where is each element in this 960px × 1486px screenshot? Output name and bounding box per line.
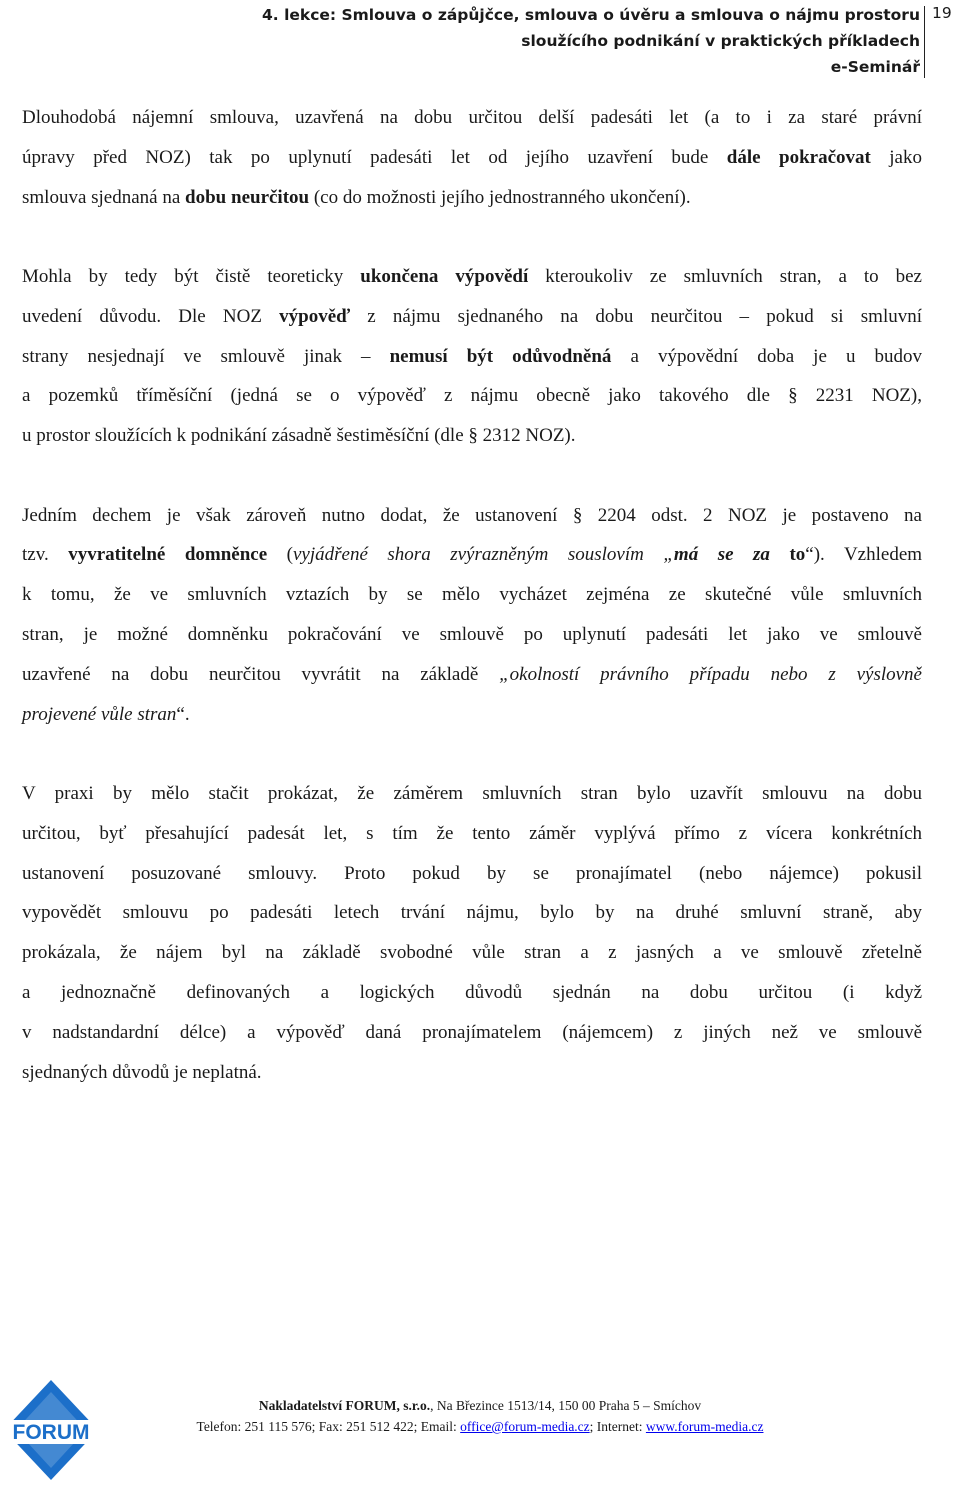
paragraph-3-line-5: uzavřené na dobu neurčitou vyvrátit na základě „okolností právního případu nebo z výslovně xyxy=(22,663,922,685)
paragraph-4-line-4: vypovědět smlouvu po padesáti letech trvání nájmu, bylo by na druhé smluvní straně, aby xyxy=(22,902,922,924)
paragraph-3-line-3: k tomu, že ve smluvních vztazích by se mělo vycházet zejména ze skutečné vůle smluvních xyxy=(22,584,922,606)
paragraph-2-line-4: a pozemků tříměsíční (jedná se o výpověď z nájmu obecně jako takového dle § 2231 NOZ), xyxy=(22,385,922,407)
paragraph-3-line-6: projevené vůle stran“. xyxy=(22,703,190,725)
paragraph-2-line-1: Mohla by tedy být čistě teoreticky ukončena výpovědí kteroukoliv ze smluvních stran, a to bez xyxy=(22,265,922,287)
paragraph-4-line-5: prokázala, že nájem byl na základě svobodné vůle stran a z jasných a ve smlouvě zřetelně xyxy=(22,942,922,964)
publisher-address: , Na Březince 1513/14, 150 00 Praha 5 – Smíchov xyxy=(430,1398,702,1413)
header-title-line-3: e-Seminář xyxy=(830,58,920,76)
paragraph-4-line-6: a jednoznačně definovaných a logických důvodů sjednán na dobu určitou (i když xyxy=(22,981,922,1003)
paragraph-4-line-7: v nadstandardní délce) a výpověď daná pronajímatelem (nájemcem) z jiných než ve smlouvě xyxy=(22,1021,922,1043)
paragraph-4-line-3: ustanovení posuzované smlouvy. Proto pokud by se pronajímatel (nebo nájemce) pokusil xyxy=(22,862,922,884)
paragraph-3-line-2: tzv. vyvratitelné domněnce (vyjádřené shora zvýrazněným souslovím „má se za to“). Vzhledem xyxy=(22,544,923,566)
header-divider xyxy=(924,6,925,78)
paragraph-2-line-5: u prostor sloužících k podnikání zásadně šestiměsíční (dle § 2312 NOZ). xyxy=(22,425,576,447)
footer xyxy=(150,1395,810,1437)
header-title-line-2: sloužícího podnikání v praktických příkladech xyxy=(521,32,920,50)
paragraph-2-line-2: uvedení důvodu. Dle NOZ výpověď z nájmu sjednaného na dobu neurčitou – pokud si smluvní xyxy=(22,305,922,327)
paragraph-2-line-3: strany nesjednají ve smlouvě jinak – nemusí být odůvodněná a výpovědní doba je u budov xyxy=(22,345,922,367)
logo-text: FORUM xyxy=(12,1421,90,1444)
paragraph-3-line-1: Jedním dechem je však zároveň nutno dodat, že ustanovení § 2204 odst. 2 NOZ je postaveno na xyxy=(22,504,922,526)
paragraph-4-line-1: V praxi by mělo stačit prokázat, že záměrem smluvních stran bylo uzavřít smlouvu na dobu xyxy=(22,782,922,804)
header-title-line-1: 4. lekce: Smlouva o zápůjčce, smlouva o úvěru a smlouva o nájmu prostoru xyxy=(262,6,920,24)
page-number: 19 xyxy=(932,4,952,22)
paragraph-1-line-2: úpravy před NOZ) tak po uplynutí padesáti let od jejího uzavření bude dále pokračovat jako xyxy=(22,146,922,168)
email-link[interactable]: office@forum-media.cz xyxy=(460,1419,590,1434)
running-header xyxy=(150,2,920,80)
publisher-name: Nakladatelství FORUM, s.r.o. xyxy=(258,1398,431,1413)
paragraph-4-line-8: sjednaných důvodů je neplatná. xyxy=(22,1061,262,1083)
paragraph-1-line-1: Dlouhodobá nájemní smlouva, uzavřená na dobu určitou delší padesáti let (a to i za staré právní xyxy=(22,107,922,128)
paragraph-4-line-2: určitou, byť přesahující padesát let, s tím že tento záměr vyplývá přímo z vícera konkrétních xyxy=(22,822,922,844)
forum-logo xyxy=(2,1378,100,1482)
paragraph-3-line-4: stran, je možné domněnku pokračování ve smlouvě po uplynutí padesáti let jako ve smlouvě xyxy=(22,623,922,645)
footer-contact-line: Telefon: 251 115 576; Fax: 251 512 422; Email: office@forum-media.cz; Internet: www.forum-media.cz xyxy=(196,1419,764,1434)
website-link[interactable]: www.forum-media.cz xyxy=(645,1419,764,1434)
footer-publisher-line xyxy=(150,1395,810,1416)
document-body xyxy=(22,98,922,1092)
paragraph-1-line-3: smlouva sjednaná na dobu neurčitou (co do možnosti jejího jednostranného ukončení). xyxy=(22,186,691,208)
